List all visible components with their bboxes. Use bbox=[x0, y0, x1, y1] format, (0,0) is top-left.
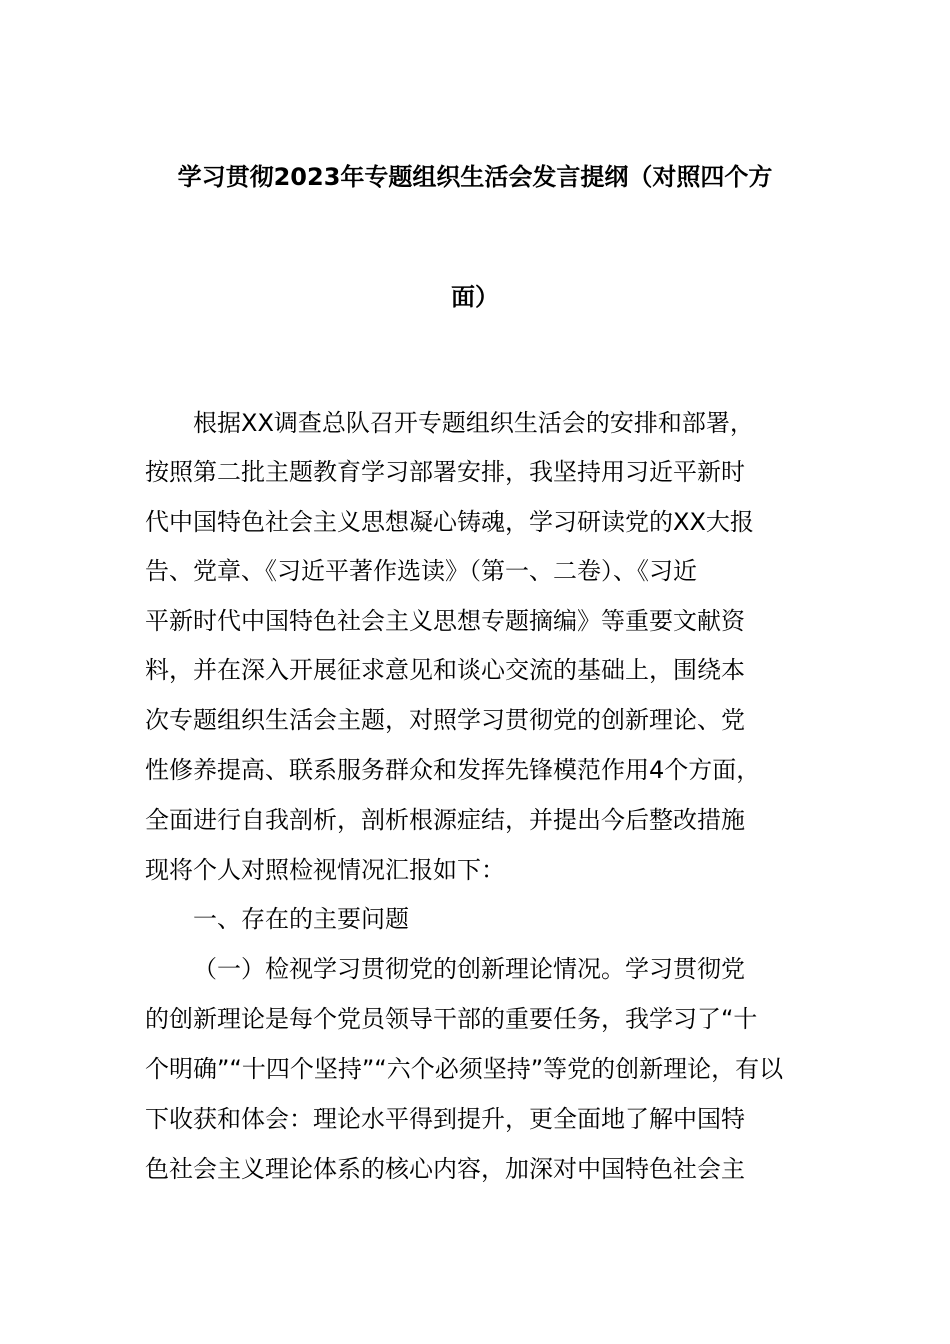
paragraph-line: 按照第二批主题教育学习部署安排，我坚持用习近平新时 bbox=[145, 458, 745, 486]
paragraph-line: 根据XX调查总队召开专题组织生活会的安排和部署， bbox=[193, 409, 754, 437]
paragraph-line: 代中国特色社会主义思想凝心铸魂，学习研读党的XX大报 bbox=[145, 508, 754, 536]
paragraph-line: 性修养提高、联系服务群众和发挥先锋模范作用4个方面， bbox=[145, 756, 761, 784]
paragraph-line: 告、党章、《习近平著作选读》（第一、二卷）、《习近 bbox=[145, 557, 697, 585]
paragraph-line: 个明确”“十四个坚持”“六个必须坚持”等党的创新理论，有以 bbox=[145, 1055, 784, 1083]
paragraph-line: （一）检视学习贯彻党的创新理论情况。学习贯彻党 bbox=[193, 955, 745, 983]
section-heading: 一、存在的主要问题 bbox=[193, 905, 409, 933]
paragraph-line: 的创新理论是每个党员领导干部的重要任务，我学习了“十 bbox=[145, 1005, 758, 1033]
paragraph-line: 色社会主义理论体系的核心内容，加深对中国特色社会主 bbox=[145, 1155, 745, 1183]
paragraph-line: 平新时代中国特色社会主义思想专题摘编》等重要文献资 bbox=[145, 607, 745, 635]
paragraph-line: 料，并在深入开展征求意见和谈心交流的基础上，围绕本 bbox=[145, 656, 745, 684]
paragraph-line: 全面进行自我剖析，剖析根源症结，并提出今后整改措施 bbox=[145, 806, 745, 834]
paragraph-line: 次专题组织生活会主题，对照学习贯彻党的创新理论、党 bbox=[145, 706, 745, 734]
paragraph-line: 现将个人对照检视情况汇报如下： bbox=[145, 856, 505, 884]
document-title-line-1: 学习贯彻2023年专题组织生活会发言提纲（对照四个方 bbox=[177, 163, 773, 191]
paragraph-line: 下收获和体会：理论水平得到提升，更全面地了解中国特 bbox=[145, 1105, 745, 1133]
document-title-line-2: 面） bbox=[451, 283, 499, 311]
